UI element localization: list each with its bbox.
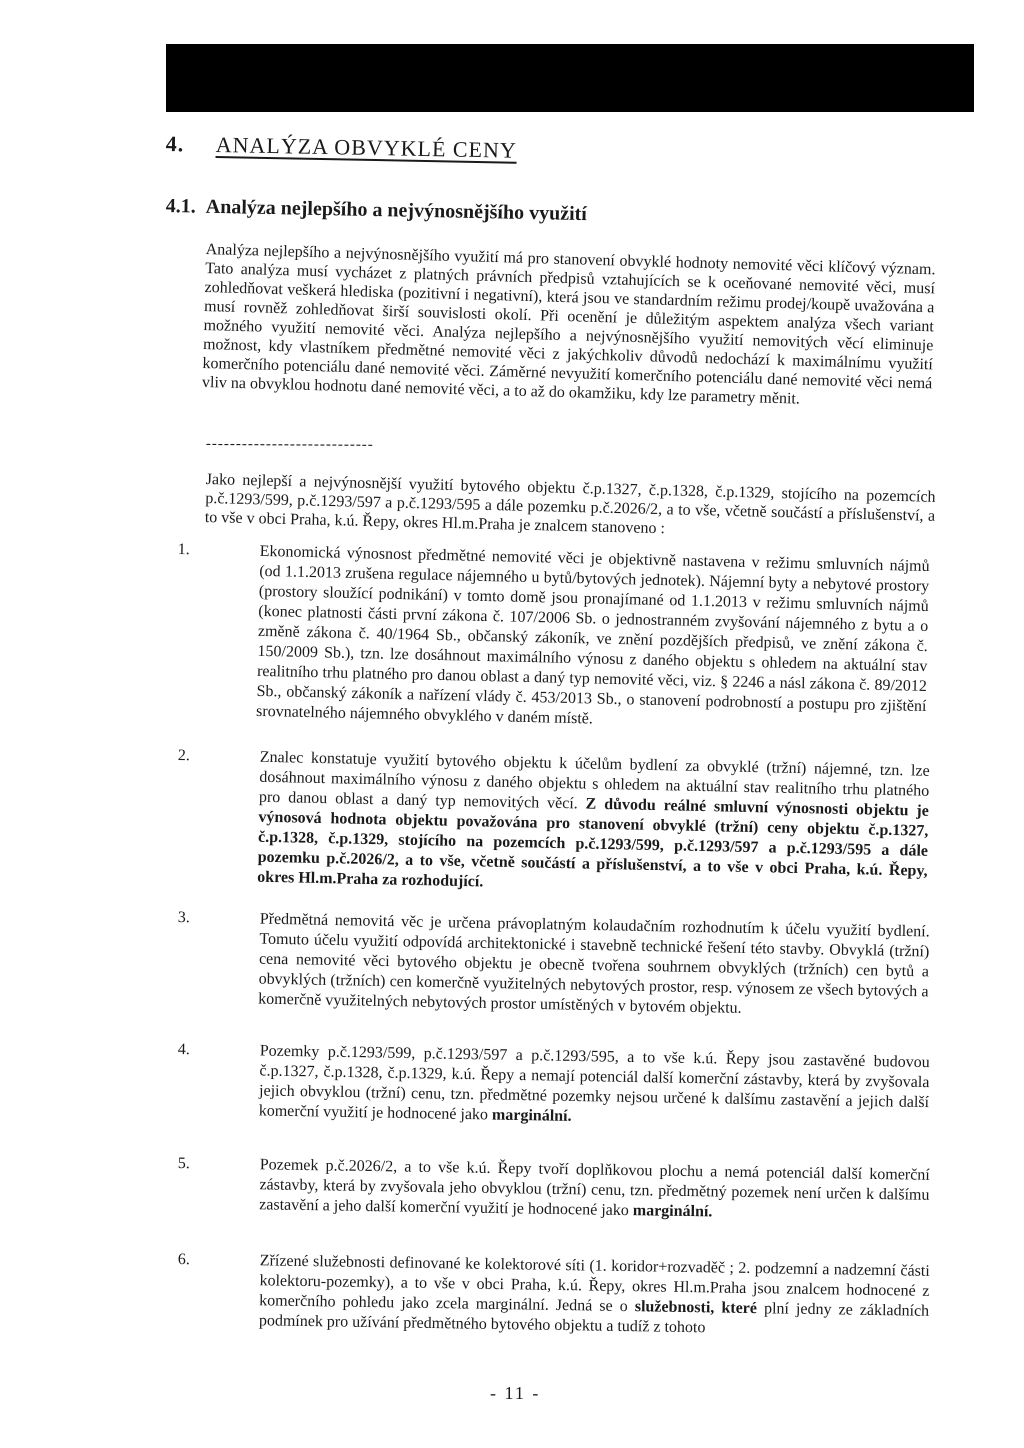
chapter-heading: [166, 131, 518, 164]
list-item: [177, 908, 938, 1017]
list-item-text-bold: marginální.: [632, 1202, 713, 1221]
list-item: [177, 540, 938, 728]
separator-line: ----------------------------: [205, 436, 374, 453]
list-item-text-bold: služebnosti, které: [634, 1298, 758, 1318]
chapter-number: 4.: [165, 131, 185, 157]
list-item-text-regular: Zřízené služebnosti definované ke kolektorové síti (1. koridor+rozvaděč ; 2. podzemní a nadzemní části kolektoru-pozemky), a to vše v obci Praha, k.ú. Řepy, okres Hl.m.Praha jsou znalcem hodnocené z komerčního pohledu jako zcela marginální. Jedná se o: [259, 1252, 930, 1316]
list-item-text: Předmětná nemovitá věc je určena právoplatným kolaudačním rozhodnutím k účelu využití bydlení. Tomuto účelu využití odpovídá architektonické i stavebně technické řešení této stavby. Obvyklá (tržní) cena nemovité věci bytového objektu je obecně tvořena souhrnem obvyklých (tržních) cen bytů a obvyklých (tržních) cen komerčně využitelných nebytových prostor, resp. výnosem ze všech bytových a komerčně využitelných nebytových prostor umístěných v bytovém objektu.: [258, 910, 930, 1017]
list-item-text: [259, 1041, 930, 1133]
chapter-title: ANALÝZA OBVYKLÉ CENY: [215, 131, 518, 163]
list-item-number: 1.: [177, 540, 190, 559]
section-title: Analýza nejlepšího a nejvýnosnějšího využití: [205, 195, 588, 226]
list-item-text-regular: Znalec konstatuje využití bytového objektu k účelům bydlení za obvyklé (tržní) nájemné, tzn. lze dosáhnout maximálního výnosu z daného objektu s ohledem na aktuální stav realitního trhu platného pro danou oblast a daný typ nemovitých věcí.: [258, 748, 930, 813]
list-item: [177, 1154, 938, 1221]
list-item-number: 4.: [177, 1040, 190, 1059]
list-item-text: [259, 1251, 930, 1342]
list-item-text-bold: marginální.: [491, 1106, 572, 1125]
list-item-text-bold: Z důvodu reálné smluvní výnosnosti objektu je výnosová hodnota objektu považována pro stanovení obvyklé (tržní) ceny objektu č.p.1327, č.p.1328, č.p.1329, stojícího na pozemcích p.č.1293/599, p.č.1293/597 a p.č.1293/595 a dále pozemku p.č.2026/2, a to vše, včetně součástí a příslušenství, a to vše v obci Praha, k.ú. Řepy, okres Hl.m.Praha za rozhodující.: [257, 795, 929, 891]
list-item-text: [257, 748, 930, 902]
list-item-number: 3.: [177, 908, 190, 927]
list-item-text: Ekonomická výnosnost předmětné nemovité věci je objektivně nastavena v režimu smluvních nájmů (od 1.1.2013 zrušena regulace nájemného u bytů/bytových jednotek). Nájemní byty a nebytové prostory (prostory sloužící podnikání) v tomto domě jsou pronajímané od 1.1.2013 v režimu smluvních nájmů (konec platnosti části první zákona č. 107/2006 Sb. o jednostranném zvyšování nájemného z bytu a o změně zákona č. 40/1964 Sb., občanský zákoník, ve znění pozdějších předpisů, ve znění zákona č. 150/2009 Sb.), tzn. lze dosáhnout maximálního výnosu z daného objektu s ohledem na aktuální stav realitního trhu platného pro danou oblast a daný typ nemovité věci, viz. § 2246 a násl zákona č. 89/2012 Sb., občanský zákoník a nařízení vlády č. 453/2013 Sb., o stanovení podrobností a postupu pro zjištění srovnatelného nájemného obvyklého v daném místě.: [255, 542, 930, 728]
list-item-number: 6.: [177, 1250, 190, 1269]
intro-paragraph: Analýza nejlepšího a nejvýnosnějšího využití má pro stanovení obvyklé hodnoty nemovité věci klíčový význam. Tato analýza musí vycházet z platných právních předpisů vztahujících se k oceňované nemovité věci, musí zohledňovat veškerá hlediska (pozitivní i negativní), která jsou ve standardním režimu prodej/koupě uvažována a musí rovněž zohledňovat širší souvislosti okolí. Při ocenění je důležitým aspektem analýza všech variant možného využití nemovité věci. Analýza nejlepšího a nejvýnosnějšího využití nemovitých věcí eliminuje možnost, kdy vlastníkem předmětné nemovité věci z jakýchkoliv důvodů nedochází k maximálnímu využití komerčního potenciálu dané nemovité věci. Záměrné nevyužití komerčního potenciálu dané nemovité věci nemá vliv na obvyklou hodnotu dané nemovité věci, a to až do okamžiku, kdy lze parametry měnit.: [201, 240, 936, 408]
lead-paragraph: Jako nejlepší a nejvýnosnější využití bytového objektu č.p.1327, č.p.1328, č.p.1329, stojícího na pozemcích p.č.1293/599, p.č.1293/597 a p.č.1293/595 a dále pozemku p.č.2026/2, a to vše, včetně součástí a příslušenství, a to vše v obci Praha, k.ú. Řepy, okres Hl.m.Praha je znalcem stanoveno :: [204, 470, 936, 538]
list-item: [177, 1040, 938, 1125]
list-item: [177, 1250, 938, 1337]
section-number: 4.1.: [165, 195, 196, 218]
list-item-number: 2.: [177, 746, 190, 765]
list-item: [177, 746, 938, 891]
list-item-text: [259, 1155, 930, 1226]
redaction-bar: [166, 44, 974, 112]
list-item-text-regular: Pozemky p.č.1293/599, p.č.1293/597 a p.č.1293/595, a to vše k.ú. Řepy jsou zastavěné budovou č.p.1327, č.p.1328, č.p.1329, k.ú. Řepy a nemají potenciál další komerční zástavby, která by zvyšovala jejich obvyklou (tržní) cenu, tzn. předmětné pozemky nejsou určené k dalšímu zastavění a jejich další komerční využití je hodnocené jako: [258, 1042, 930, 1124]
list-item-text-end: plní jedny ze základních podmínek pro užívání předmětného bytového objektu a tudíž z tohoto: [258, 1300, 930, 1337]
section-heading: [166, 195, 588, 226]
list-item-text-regular: Pozemek p.č.2026/2, a to vše k.ú. Řepy tvoří doplňkovou plochu a nemá potenciál další komerční zástavby, která by zvyšovala jeho obvyklou (tržní) cenu, tzn. předmětný pozemek není určen k dalšímu zastavění a jeho další komerční využití je hodnocené jako: [259, 1156, 930, 1220]
list-item-number: 5.: [177, 1154, 190, 1173]
page-number: - 11 -: [490, 1383, 541, 1403]
